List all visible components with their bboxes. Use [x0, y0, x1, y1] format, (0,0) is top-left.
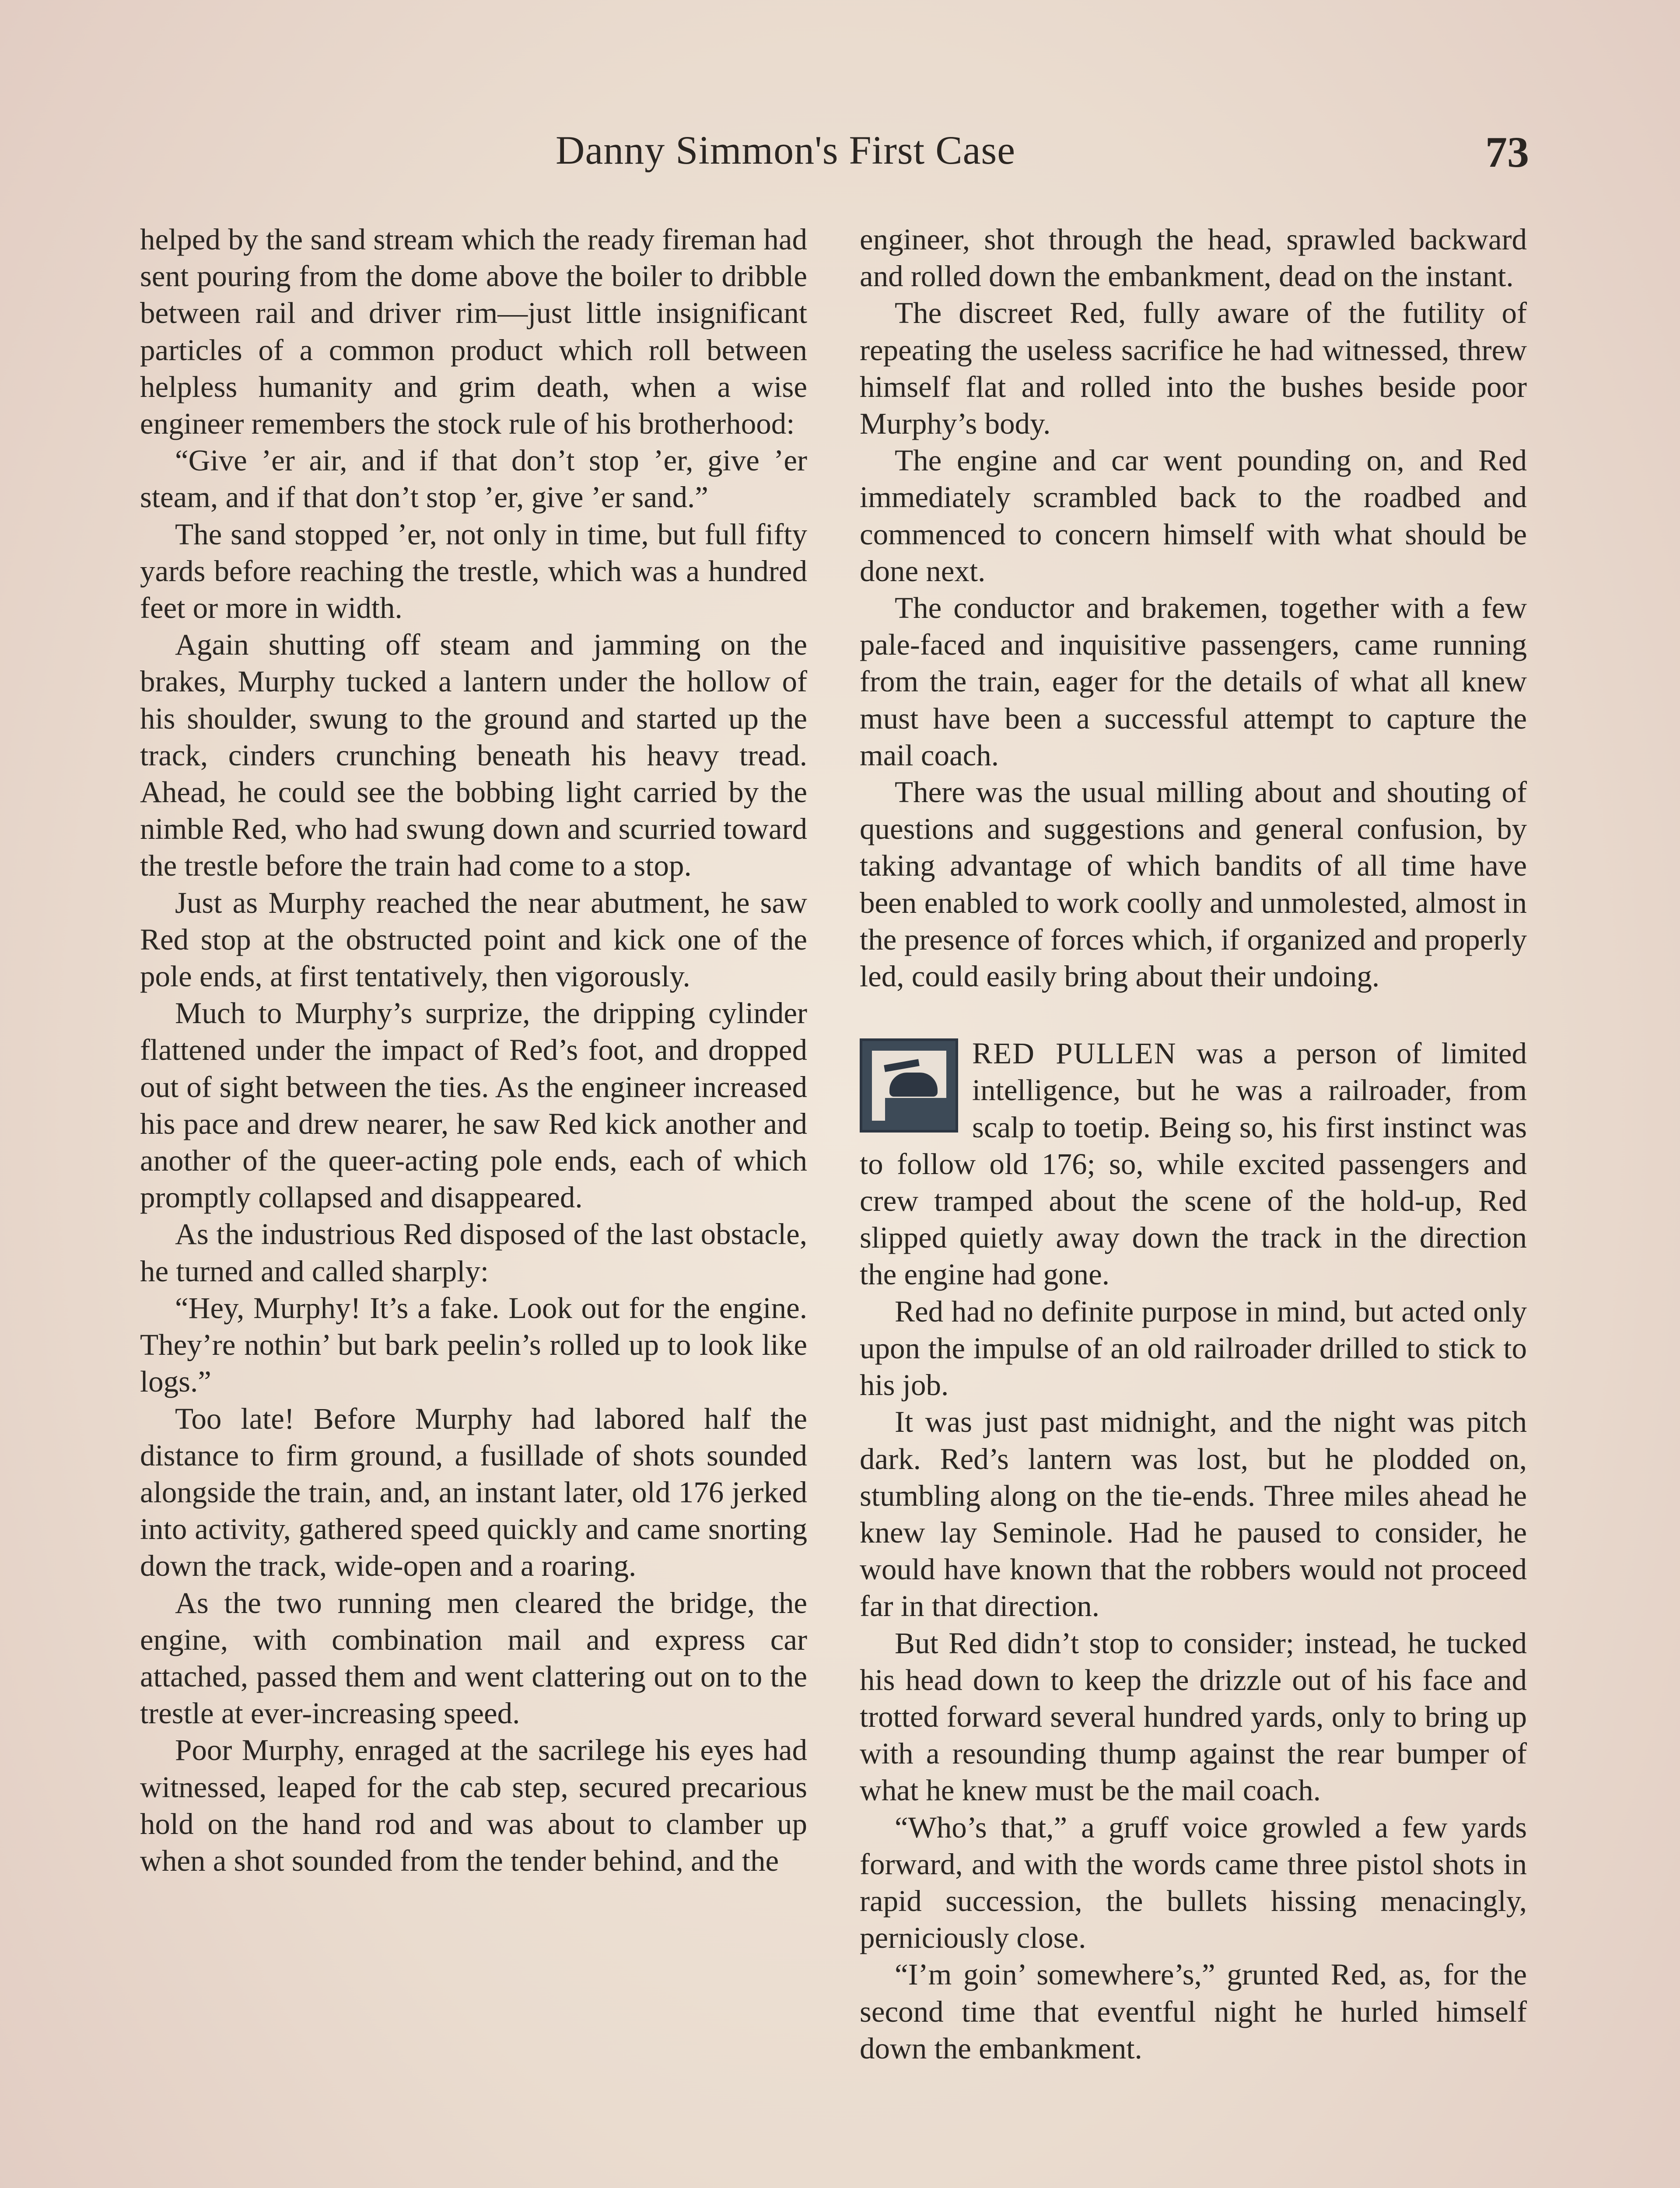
paragraph: As the industrious Red disposed of the last obstacle, he turned and called sharply:: [140, 1217, 807, 1288]
section-lead-text: was a person of limited intelligence, but he was a railroader, from scalp to toetip. Being so, his first instinct was to follow old 176; so, while excited passengers and crew tramped about the scene of the hold-up, Red slipped quietly away down the track in the direction the engine had gone.: [860, 1037, 1527, 1291]
paragraph: Again shutting off steam and jamming on the brakes, Murphy tucked a lantern under the hollow of his shoulder, swung to the ground and started up the track, cinders crunching beneath his heavy tread. Ahead, he could see the bobbing light carried by the nimble Red, who had swung down and scurried toward the trestle before the train had come to a stop.: [140, 628, 807, 883]
paragraph: “Hey, Murphy! It’s a fake. Look out for the engine. They’re nothin’ but bark peelin’s rolled up to look like logs.”: [140, 1291, 807, 1399]
paragraph: The discreet Red, fully aware of the futility of repeating the useless sacrifice he had witnessed, threw himself flat and rolled into the bushes beside poor Murphy’s body.: [860, 296, 1527, 441]
decorative-initial-illustration-icon: [860, 1038, 958, 1133]
paragraph: Red had no definite purpose in mind, but acted only upon the impulse of an old railroader drilled to stick to his job.: [860, 1294, 1527, 1402]
paragraph: It was just past midnight, and the night was pitch dark. Red’s lantern was lost, but he plodded on, stumbling along on the tie-ends. Three miles ahead he knew lay Seminole. Had he paused to consider, he would have known that the robbers would not proceed far in that direction.: [860, 1405, 1527, 1623]
paragraph: helped by the sand stream which the ready fireman had sent pouring from the dome above the boiler to dribble between rail and driver rim—just little insignificant particles of a common product which roll between helpless humanity and grim death, when a wise engineer remembers the stock rule of his brotherhood:: [140, 223, 807, 441]
running-head: [0, 127, 1680, 188]
page-number: 73: [1485, 128, 1529, 176]
paragraph: “Give ’er air, and if that don’t stop ’er, give ’er steam, and if that don’t stop ’er, give ’er sand.”: [140, 444, 807, 514]
running-title: Danny Simmon's First Case: [556, 128, 1016, 172]
paragraph: But Red didn’t stop to consider; instead, he tucked his head down to keep the drizzle out of his face and trotted forward several hundred yards, only to bring up with a resounding thump against the rear bumper of what he knew must be the mail coach.: [860, 1626, 1527, 1807]
paragraph: Too late! Before Murphy had labored half the distance to firm ground, a fusillade of shots sounded alongside the train, and, an instant later, old 176 jerked into activity, gathered speed quickly and came snorting down the track, wide-open and a roaring.: [140, 1402, 807, 1583]
paragraph: Just as Murphy reached the near abutment, he saw Red stop at the obstructed point and kick one of the pole ends, at first tentatively, then vigorously.: [140, 886, 807, 993]
left-column: [140, 221, 807, 1879]
paragraph: As the two running men cleared the bridge, the engine, with combination mail and express car attached, passed them and went clattering out on to the trestle at ever-increasing speed.: [140, 1586, 807, 1730]
paragraph: The conductor and brakemen, together with a few pale-faced and inquisitive passengers, came running from the train, eager for the details of what all knew must have been a successful attempt to capture the mail coach.: [860, 591, 1527, 772]
paragraph: The sand stopped ’er, not only in time, but full fifty yards before reaching the trestle, which was a hundred feet or more in width.: [140, 517, 807, 625]
paragraph: Poor Murphy, enraged at the sacrilege his eyes had witnessed, leaped for the cab step, secured precarious hold on the hand rod and was about to clamber up when a shot sounded from the tender behind, and the: [140, 1733, 807, 1877]
section-lead-in: RED PULLEN: [972, 1037, 1177, 1070]
paragraph: “I’m goin’ somewhere’s,” grunted Red, as, for the second time that eventful night he hurled himself down the embankment.: [860, 1958, 1527, 2065]
paragraph: There was the usual milling about and shouting of questions and suggestions and general confusion, by taking advantage of which bandits of all time have been enabled to work coolly and unmolested, almost in the presence of forces which, if organized and properly led, could easily bring about their undoing.: [860, 775, 1527, 993]
right-column: [860, 221, 1527, 2067]
section-break: [860, 995, 1527, 1035]
paragraph: Much to Murphy’s surprize, the dripping cylinder flattened under the impact of Red’s foot, and dropped out of sight between the ties. As the engineer increased his pace and drew nearer, he saw Red kick another and another of the queer-acting pole ends, each of which promptly collapsed and disappeared.: [140, 996, 807, 1214]
paragraph: engineer, shot through the head, sprawled backward and rolled down the embankment, dead on the instant.: [860, 223, 1527, 293]
paragraph: “Who’s that,” a gruff voice growled a few yards forward, and with the words came three pistol shots in rapid succession, the bullets hissing menacingly, perniciously close.: [860, 1810, 1527, 1955]
section-opening-paragraph: [860, 1035, 1527, 1293]
paragraph: The engine and car went pounding on, and Red immediately scrambled back to the roadbed and commenced to concern himself with what should be done next.: [860, 444, 1527, 588]
